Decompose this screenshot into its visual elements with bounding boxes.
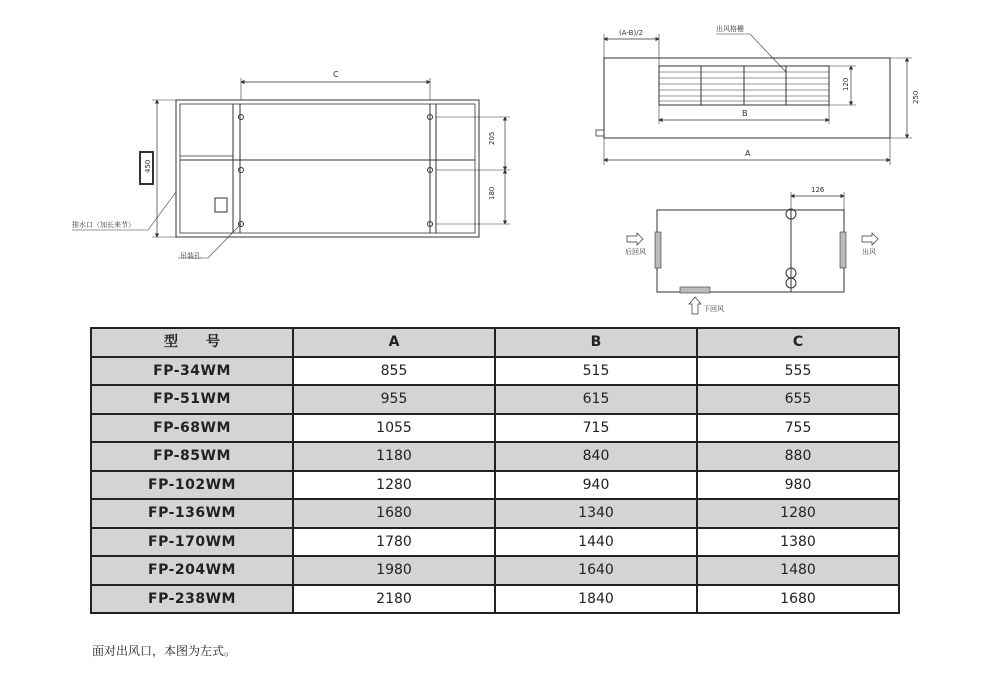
outlet-label: 出风 [862, 248, 876, 256]
footnote: 面对出风口，本图为左式。 [92, 644, 237, 658]
cell-a: 1680 [293, 499, 495, 528]
dim-205-label: 205 [488, 131, 496, 145]
bottom-return-label: 下回风 [703, 305, 724, 313]
dim-ab2-label: (A-B)/2 [619, 29, 643, 37]
cell-c: 555 [697, 357, 899, 386]
cell-c: 1480 [697, 556, 899, 585]
cell-c: 1680 [697, 585, 899, 614]
drain-label: 排水口（加长来节） [72, 221, 135, 229]
cell-a: 1180 [293, 442, 495, 471]
cell-model: FP-85WM [91, 442, 293, 471]
cell-c: 880 [697, 442, 899, 471]
cell-b: 940 [495, 471, 697, 500]
cell-model: FP-170WM [91, 528, 293, 557]
cell-c: 1280 [697, 499, 899, 528]
header-model: 型 号 [91, 328, 293, 357]
cell-b: 840 [495, 442, 697, 471]
front-view [72, 78, 510, 258]
table-row [91, 414, 899, 443]
cell-b: 1440 [495, 528, 697, 557]
cell-c: 655 [697, 385, 899, 414]
table-row [91, 471, 899, 500]
rear-return-label: 后回风 [625, 248, 646, 256]
cell-a: 1055 [293, 414, 495, 443]
cell-b: 515 [495, 357, 697, 386]
cell-model: FP-34WM [91, 357, 293, 386]
header-c: C [697, 328, 899, 357]
header-a: A [293, 328, 495, 357]
header-b: B [495, 328, 697, 357]
cell-c: 755 [697, 414, 899, 443]
table-row [91, 528, 899, 557]
dim-a-label: A [745, 149, 751, 158]
plan-view [627, 192, 878, 314]
cell-model: FP-51WM [91, 385, 293, 414]
cell-b: 1840 [495, 585, 697, 614]
cell-a: 955 [293, 385, 495, 414]
dim-250-label: 250 [912, 90, 920, 104]
cell-c: 980 [697, 471, 899, 500]
table-row [91, 357, 899, 386]
technical-drawings [0, 0, 1000, 330]
dim-height-label: 450 [144, 159, 152, 173]
cell-model: FP-136WM [91, 499, 293, 528]
outlet-grille-label: 出风格栅 [716, 25, 744, 33]
dim-126-label: 126 [811, 186, 825, 194]
cell-a: 2180 [293, 585, 495, 614]
table-row [91, 499, 899, 528]
cell-a: 1280 [293, 471, 495, 500]
dim-b-label: B [742, 109, 748, 118]
cell-c: 1380 [697, 528, 899, 557]
cell-a: 855 [293, 357, 495, 386]
cell-model: FP-204WM [91, 556, 293, 585]
cell-b: 1640 [495, 556, 697, 585]
table-row [91, 385, 899, 414]
table-header-row [91, 328, 899, 357]
dim-180-label: 180 [488, 186, 496, 200]
table-row [91, 442, 899, 471]
cell-a: 1980 [293, 556, 495, 585]
dim-c-label: C [333, 70, 339, 79]
cell-b: 715 [495, 414, 697, 443]
dimensions-table [90, 327, 900, 614]
hanger-hole-label: 吊装孔 [180, 252, 201, 260]
table-row [91, 556, 899, 585]
cell-a: 1780 [293, 528, 495, 557]
side-view [596, 34, 912, 165]
cell-b: 1340 [495, 499, 697, 528]
cell-b: 615 [495, 385, 697, 414]
cell-model: FP-238WM [91, 585, 293, 614]
dim-120-label: 120 [842, 77, 850, 91]
cell-model: FP-68WM [91, 414, 293, 443]
table-row [91, 585, 899, 614]
cell-model: FP-102WM [91, 471, 293, 500]
